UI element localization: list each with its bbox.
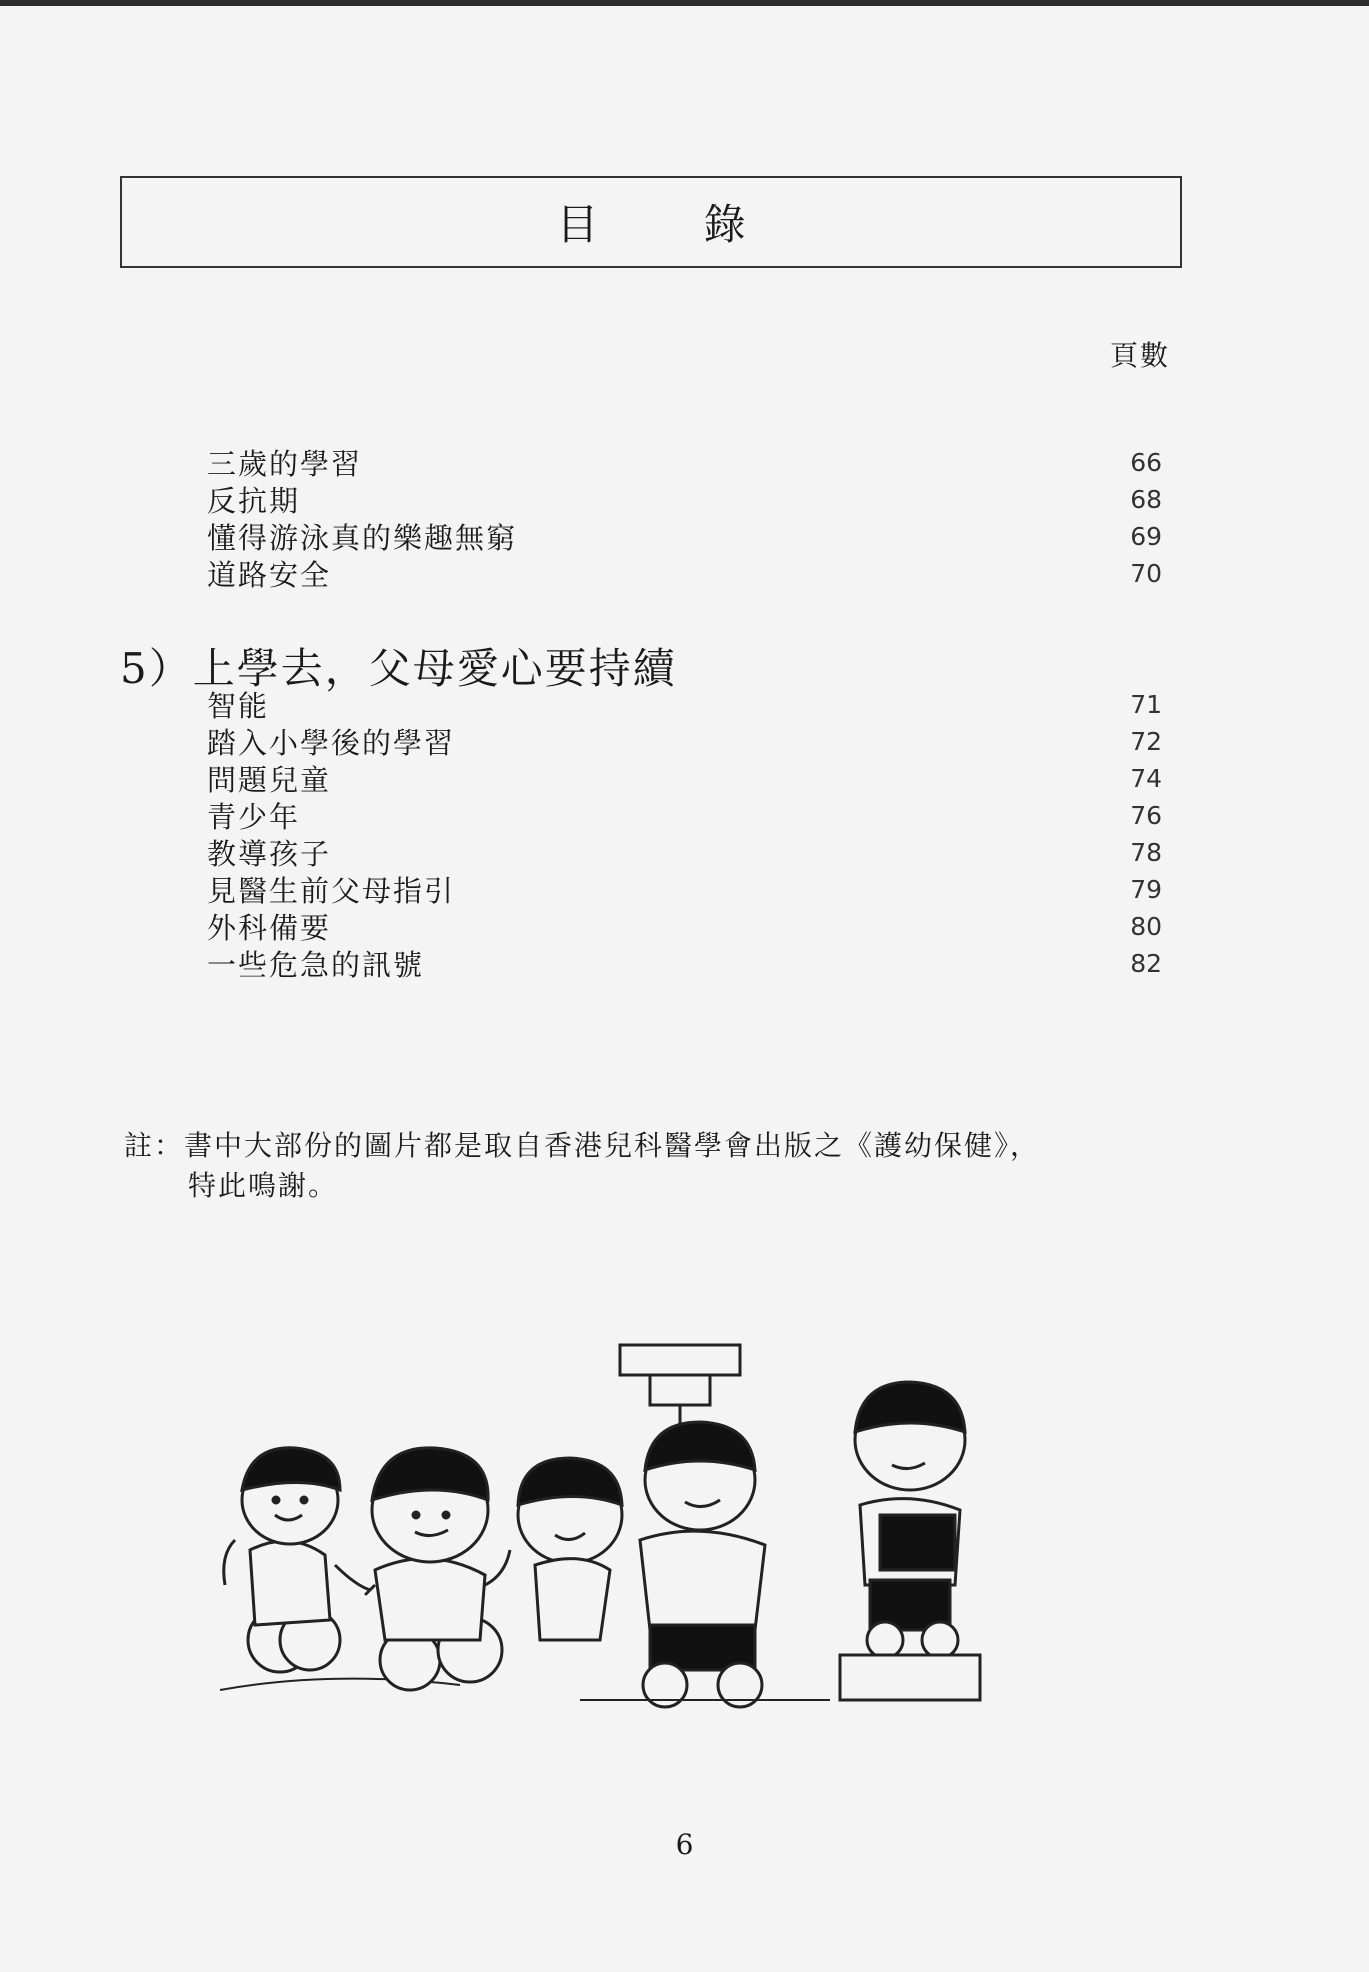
toc-entry-label: 三歲的學習 (207, 446, 363, 481)
acknowledgement-note (124, 1126, 1224, 1206)
toc-entry (207, 834, 1162, 870)
toc-entry (207, 908, 1162, 944)
toc-entry (207, 797, 1162, 833)
toc-entry-page: 76 (1130, 800, 1162, 830)
children-cartoon-illustration (180, 1340, 1100, 1740)
title-box (120, 176, 1182, 268)
toc-entry (207, 945, 1162, 981)
note-line-1: 註：書中大部份的圖片都是取自香港兒科醫學會出版之《護幼保健》， (124, 1129, 1041, 1162)
toc-entry (207, 760, 1162, 796)
toc-entry-label: 一些危急的訊號 (207, 947, 425, 982)
toc-entry-page: 72 (1130, 726, 1162, 756)
toc-entry-label: 懂得游泳真的樂趣無窮 (207, 520, 518, 555)
toc-entry-label: 踏入小學後的學習 (207, 725, 456, 760)
toc-entry-page: 70 (1130, 558, 1162, 588)
toc-entry-label: 反抗期 (207, 483, 301, 518)
section-heading: 5）上學去，父母愛心要持續 (120, 644, 677, 693)
scan-top-edge (0, 0, 1369, 6)
toc-entry-page: 80 (1130, 911, 1162, 941)
toc-entry (207, 686, 1162, 722)
page-title: 目 錄 (556, 200, 792, 249)
toc-entry (207, 871, 1162, 907)
toc-entry-page: 69 (1130, 521, 1162, 551)
toc-entry-page: 68 (1130, 484, 1162, 514)
toc-entry-label: 教導孩子 (207, 836, 332, 871)
toc-entry-label: 道路安全 (207, 557, 332, 592)
toc-entry-label: 青少年 (207, 799, 301, 834)
note-line-2: 特此鳴謝。 (188, 1169, 339, 1202)
toc-entry-page: 71 (1130, 689, 1162, 719)
toc-entry (207, 444, 1162, 480)
toc-entry-page: 79 (1130, 874, 1162, 904)
toc-entry-page: 66 (1130, 447, 1162, 477)
toc-entry-page: 78 (1130, 837, 1162, 867)
toc-entry-label: 見醫生前父母指引 (207, 873, 456, 908)
toc-entry-label: 智能 (207, 688, 270, 723)
toc-entry-page: 82 (1130, 948, 1162, 978)
page-number: 6 (675, 1828, 694, 1861)
toc-entry-label: 問題兒童 (207, 762, 332, 797)
pages-column-header: 頁數 (1110, 339, 1171, 372)
toc-entry (207, 518, 1162, 554)
toc-entry (207, 555, 1162, 591)
toc-entry (207, 723, 1162, 759)
toc-entry-page: 74 (1130, 763, 1162, 793)
toc-entry-label: 外科備要 (207, 910, 332, 945)
toc-entry (207, 481, 1162, 517)
